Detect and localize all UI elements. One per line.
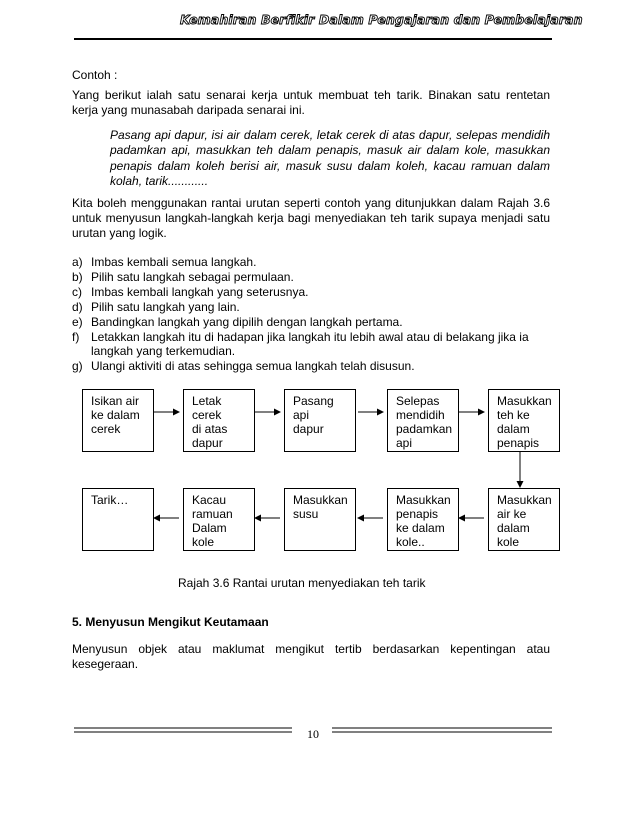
chain-box-water-in-mug: Masukkan air ke dalam kole bbox=[488, 488, 560, 551]
step-text: Pilih satu langkah sebagai permulaan. bbox=[91, 269, 294, 284]
step-letter: f) bbox=[72, 329, 80, 344]
step-letter: d) bbox=[72, 299, 83, 314]
step-letter: c) bbox=[72, 284, 82, 299]
step-text: Imbas kembali semua langkah. bbox=[91, 255, 257, 269]
step-text: Imbas kembali langkah yang seterusnya. bbox=[91, 284, 309, 299]
chain-box-fill-kettle: Isikan air ke dalam cerek bbox=[82, 389, 154, 452]
chain-box-pull: Tarik… bbox=[82, 488, 154, 551]
chain-box-strainer-in-mug: Masukkan penapis ke dalam kole.. bbox=[387, 488, 459, 551]
step-letter: g) bbox=[72, 359, 83, 374]
step-letter: b) bbox=[72, 269, 83, 284]
chain-box-tea-in-strainer: Masukkan teh ke dalam penapis bbox=[488, 389, 560, 452]
chain-box-add-milk: Masukkan susu bbox=[284, 488, 356, 551]
instruction-paragraph: Kita boleh menggunakan rantai urutan seperti contoh yang ditunjukkan dalam Rajah 3.6 untuk menyusun langkah-langkah kerja bagi menyediakan teh tarik supaya menjadi satu urutan yang logik. bbox=[72, 196, 550, 240]
page-number: 10 bbox=[307, 727, 319, 741]
figure-caption: Rajah 3.6 Rantai urutan menyediakan teh tarik bbox=[178, 576, 426, 590]
step-text: Ulangi aktiviti di atas sehingga semua langkah telah disusun. bbox=[91, 359, 415, 374]
intro-paragraph: Yang berikut ialah satu senarai kerja untuk membuat teh tarik. Binakan satu rentetan kerja yang munasabah daripada senarai ini. bbox=[72, 88, 550, 117]
task-list-paragraph: Pasang api dapur, isi air dalam cerek, letak cerek di atas dapur, selepas mendidih padamkan api, masukkan teh dalam penapis, masuk air dalam kole, masukkan penapis dalam koleh berisi air, masuk susu dalam koleh, kacau ramuan dalam kolah, tarik............ bbox=[110, 128, 550, 188]
example-label: Contoh : bbox=[72, 68, 118, 82]
chain-box-light-stove: Pasang api dapur bbox=[284, 389, 356, 452]
step-text: Pilih satu langkah yang lain. bbox=[91, 299, 240, 314]
step-text: Letakkan langkah itu di hadapan jika langkah itu lebih awal atau di belakang jika ia langkah yang terkemudian. bbox=[91, 329, 529, 359]
section-heading: 5. Menyusun Mengikut Keutamaan bbox=[72, 615, 269, 629]
chain-box-stir: Kacau ramuan Dalam kole bbox=[183, 488, 255, 551]
page-header-title: Kemahiran Berfikir Dalam Pengajaran dan Pembelajaran bbox=[180, 12, 583, 27]
chain-box-place-kettle: Letak cerek di atas dapur bbox=[183, 389, 255, 452]
step-letter: e) bbox=[72, 314, 83, 329]
section-body: Menyusun objek atau maklumat mengikut tertib berdasarkan kepentingan atau kesegeraan. bbox=[72, 642, 550, 671]
step-letter: a) bbox=[72, 255, 83, 269]
chain-box-turn-off-fire: Selepas mendidih padamkan api bbox=[387, 389, 459, 452]
step-text: Bandingkan langkah yang dipilih dengan langkah pertama. bbox=[91, 314, 403, 329]
